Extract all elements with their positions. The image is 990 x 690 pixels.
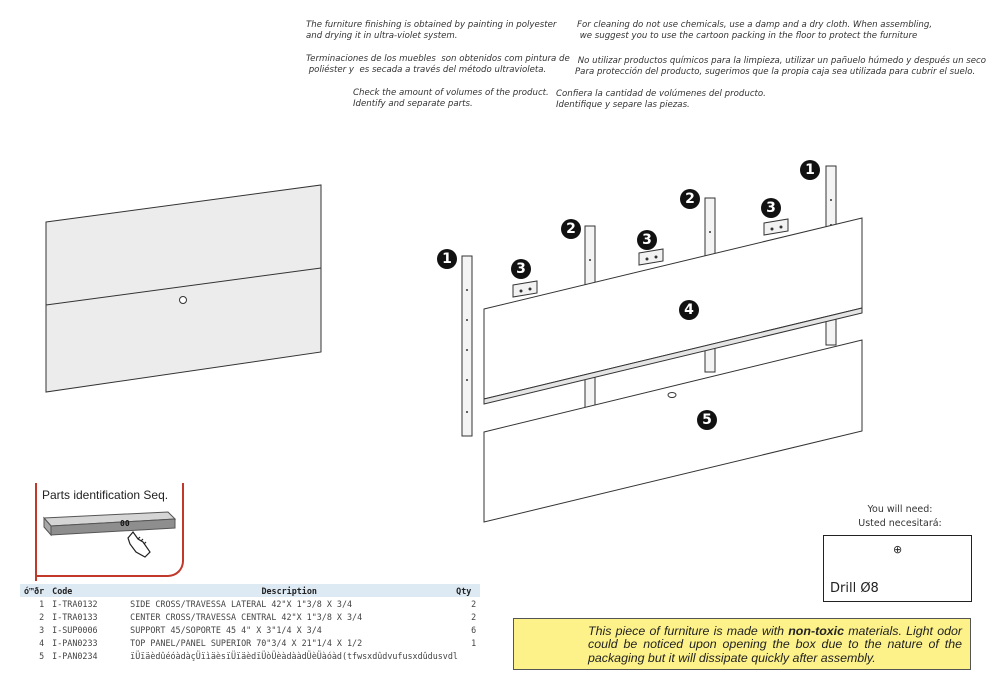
note-cleaning-en: For cleaning do not use chemicals, use a damp and a dry cloth. When assembling, we suggest you to use the cartoon packing in the floor to protect the furniture xyxy=(577,20,933,41)
callout-1-left: 1 xyxy=(437,249,457,269)
callout-2-left: 2 xyxy=(561,219,581,239)
parts-table-header xyxy=(20,584,480,597)
table-row xyxy=(20,649,480,662)
row-number: 5 xyxy=(39,650,45,661)
plus-icon: ⊕ xyxy=(893,543,903,556)
row-code: I-PAN0234 xyxy=(52,650,98,661)
assembled-headboard-drawing xyxy=(46,185,321,392)
row-description: SUPPORT 45/SOPORTE 45 4" X 3"1/4 X 3/4 xyxy=(130,624,322,635)
parts-sequence-label: 00 xyxy=(120,519,130,528)
note-cleaning-es: No utilizar productos químicos para la limpieza, utilizar un pañuelo húmedo y después un seco Para protección del producto, sugerimos que la propia caja sea utilizada para cubrir el suelo. xyxy=(575,56,987,77)
header-code: Code xyxy=(48,584,126,597)
parts-identification-title: Parts identification Seq. xyxy=(42,488,169,502)
row-code: I-TRA0133 xyxy=(52,611,98,622)
warning-text-part1: This piece of furniture is made with xyxy=(588,624,789,638)
table-row xyxy=(20,597,480,610)
note-check-en: Check the amount of volumes of the product. Identify and separate parts. xyxy=(353,88,549,109)
table-row xyxy=(20,623,480,636)
tools-needed-es: Usted necesitará: xyxy=(858,518,942,529)
callout-3-right: 3 xyxy=(761,198,781,218)
callout-1-right: 1 xyxy=(800,160,820,180)
tools-needed-en: You will need: xyxy=(867,504,933,515)
parts-table xyxy=(20,584,480,662)
row-code: I-PAN0233 xyxy=(52,637,98,648)
warning-text xyxy=(588,625,962,665)
note-check-es: Confiera la cantidad de volúmenes del producto. Identifique y separe las piezas. xyxy=(556,89,766,110)
row-number: 3 xyxy=(39,624,45,635)
drill-label: Drill Ø8 xyxy=(830,581,879,596)
row-description: ïÜïäèdûéóàdàçÜïìäèsïÜïäèdïÜòÜèàdààdÜèÜàóàd(tfwsxdûdvufusxdûdusvdl xyxy=(130,650,458,661)
note-finishing-es: Terminaciones de los muebles son obtenidos com pintura de poliéster y es secada a través del método ultravioleta. xyxy=(306,54,570,75)
row-description: CENTER CROSS/TRAVESSA CENTRAL 42"X 1"3/8 X 3/4 xyxy=(130,611,363,622)
parts-identification-rule xyxy=(35,483,37,581)
warning-text-bold: non-toxic xyxy=(788,624,844,638)
row-number: 1 xyxy=(39,598,45,609)
row-code: I-TRA0132 xyxy=(52,598,98,609)
callout-5: 5 xyxy=(697,410,717,430)
row-number: 4 xyxy=(39,637,45,648)
callout-2-right: 2 xyxy=(680,189,700,209)
callout-3-center: 3 xyxy=(637,230,657,250)
table-row xyxy=(20,610,480,623)
header-qty: Qty xyxy=(452,584,480,597)
note-finishing-en: The furniture finishing is obtained by painting in polyester and drying it in ultra-violet system. xyxy=(306,20,557,41)
row-description: SIDE CROSS/TRAVESSA LATERAL 42"X 1"3/8 X 3/4 xyxy=(130,598,353,609)
row-qty: 2 xyxy=(471,611,477,622)
row-qty: 1 xyxy=(471,637,477,648)
row-qty: 6 xyxy=(471,624,477,635)
row-code: I-SUP0006 xyxy=(52,624,98,635)
row-description: TOP PANEL/PANEL SUPERIOR 70"3/4 X 21"1/4 X 1/2 xyxy=(130,637,363,648)
header-description: Description xyxy=(126,584,452,597)
header-number: ó™ðr xyxy=(20,584,48,597)
row-number: 2 xyxy=(39,611,45,622)
table-row xyxy=(20,636,480,649)
row-qty: 2 xyxy=(471,598,477,609)
warning-text-part2: materials. Light odor could be noticed upon opening the box due to the nature of the packaging but it will dissipate quickly after assembly. xyxy=(588,624,962,665)
callout-3-left: 3 xyxy=(511,259,531,279)
callout-4: 4 xyxy=(679,300,699,320)
